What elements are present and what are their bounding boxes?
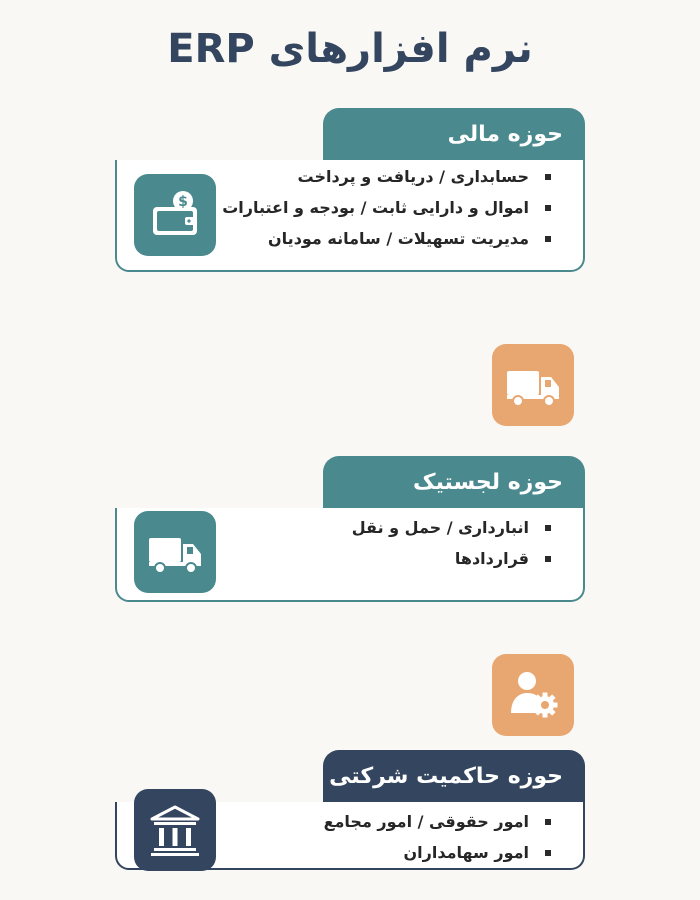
list-item: حسابداری / دریافت و پرداخت: [222, 161, 553, 192]
section-governance-header: حوزه حاکمیت شرکتی: [323, 750, 585, 804]
section-logistics-header: حوزه لجستیک: [323, 456, 585, 510]
section-finance-header: حوزه مالی: [323, 108, 585, 162]
section-finance-list: [222, 161, 553, 254]
wallet-dollar-icon: [134, 174, 216, 256]
list-item: مدیریت تسهیلات / سامانه مودیان: [222, 223, 553, 254]
section-logistics-list: [352, 512, 553, 574]
list-item: امور سهامداران: [324, 837, 553, 868]
list-item: انبارداری / حمل و نقل: [352, 512, 553, 543]
building-columns-icon: [134, 789, 216, 871]
truck-icon: [492, 344, 574, 426]
list-item: اموال و دارایی ثابت / بودجه و اعتبارات: [222, 192, 553, 223]
truck-icon: [134, 511, 216, 593]
section-governance-list: [324, 806, 553, 868]
list-item: امور حقوقی / امور مجامع: [324, 806, 553, 837]
svg-text:$: $: [178, 194, 188, 210]
list-item: قراردادها: [352, 543, 553, 574]
page-title: نرم افزارهای ERP: [167, 26, 533, 72]
user-gear-icon: [492, 654, 574, 736]
